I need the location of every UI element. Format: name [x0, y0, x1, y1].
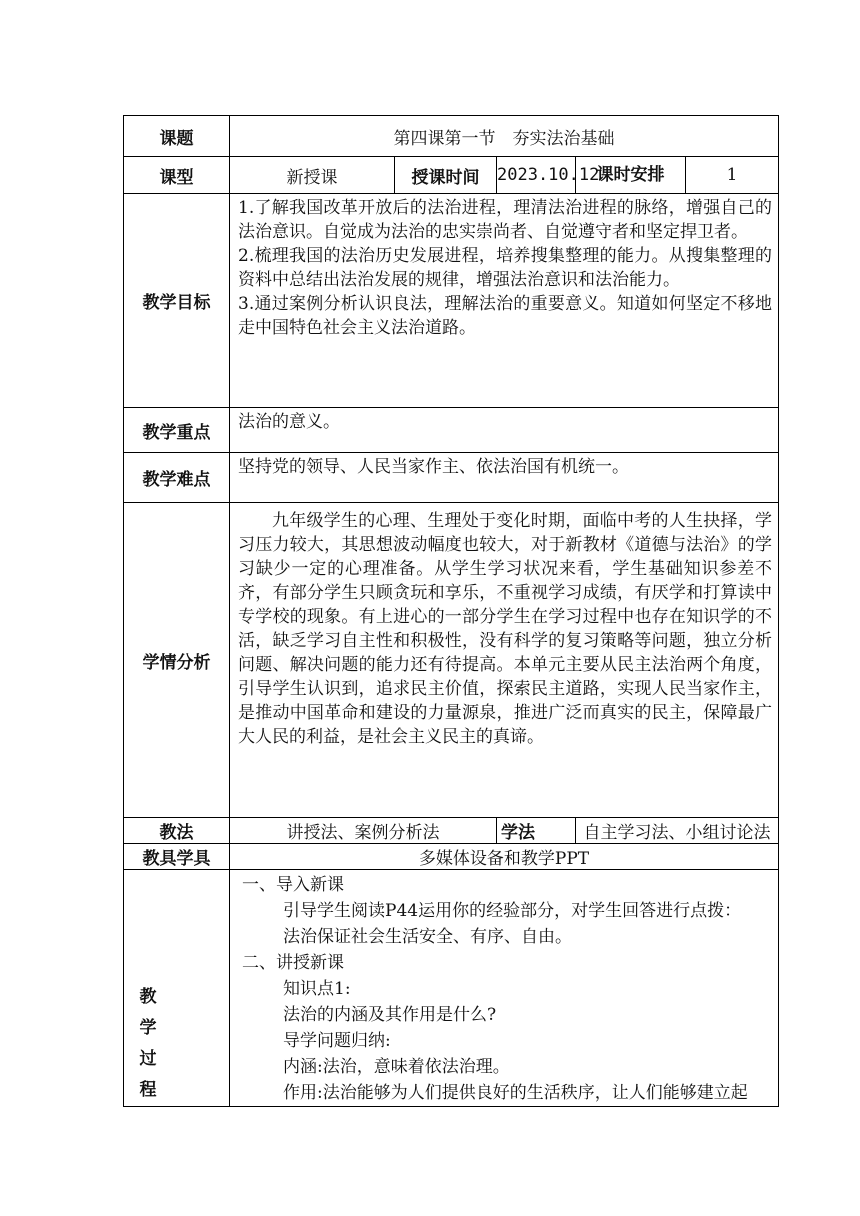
tools-row [124, 844, 779, 870]
process-line: 法治保证社会生活安全、有序、自由。 [283, 927, 572, 947]
key-point-label: 教学重点 [124, 408, 230, 453]
analysis-text: 九年级学生的心理、生理处于变化时期，面临中考的人生抉择，学习压力较大，其思想波动幅度也较大，对于新教材《道德与法治》的学习缺少一定的心理准备。从学生学习状况来看，学生基础知识参差不齐，有部分学生只顾贪玩和享乐，不重视学习成绩，有厌学和打算读中专学校的现象。有上进心的一部分学生在学习过程中也存在知识学的不活，缺乏学习自主性和积极性，没有科学的复习策略等问题，独立分析问题、解决问题的能力还有待提高。本单元主要从民主法治两个角度，引导学生认识到，追求民主价值，探索民主道路，实现人民当家作主，是推动中国革命和建设的力量源泉，推进广泛而真实的民主，保障最广大人民的利益，是社会主义民主的真谛。 [238, 511, 772, 747]
difficulty-value: 坚持党的领导、人民当家作主、依法治国有机统一。 [230, 453, 779, 503]
process-section-heading: 一、导入新课 [242, 875, 344, 895]
tools-label: 教具学具 [124, 844, 230, 870]
lesson-plan-table [123, 115, 779, 1107]
teaching-time-value: 2023.10.12 [497, 157, 576, 194]
process-line: 作用:法治能够为人们提供良好的生活秩序，让人们能够建立起 [283, 1083, 748, 1103]
type-row [124, 157, 779, 194]
period-value: 1 [686, 157, 779, 194]
process-line: 内涵:法治，意味着依法治理。 [283, 1057, 510, 1077]
process-label-chars [124, 982, 172, 1106]
process-row [124, 870, 779, 1107]
teaching-method-value: 讲授法、案例分析法 [230, 818, 497, 844]
analysis-cell [230, 503, 779, 818]
tools-value: 多媒体设备和教学PPT [230, 844, 779, 870]
process-line: 引导学生阅读P44运用你的经验部分，对学生回答进行点拨： [283, 901, 742, 921]
process-line: 知识点1: [283, 979, 351, 999]
difficulty-row [124, 453, 779, 503]
key-point-value: 法治的意义。 [230, 408, 779, 453]
process-label-char: 过 [139, 1049, 157, 1069]
lesson-type-label: 课型 [124, 157, 230, 194]
analysis-row [124, 503, 779, 818]
learning-method-label: 学法 [497, 818, 576, 844]
lesson-type-value: 新授课 [230, 157, 395, 194]
topic-label: 课题 [124, 116, 230, 157]
goals-content [230, 194, 779, 408]
process-label-char: 教 [139, 987, 157, 1007]
goal-item-3: 3.通过案例分析认识良法，理解法治的重要意义。知道如何坚定不移地走中国特色社会主义法治道路。 [238, 294, 772, 338]
process-label [124, 870, 230, 1107]
key-point-row [124, 408, 779, 453]
process-line: 法治的内涵及其作用是什么? [283, 1005, 497, 1025]
learning-method-value: 自主学习法、小组讨论法 [576, 818, 779, 844]
difficulty-label: 教学难点 [124, 453, 230, 503]
methods-row [124, 818, 779, 844]
process-label-char: 程 [139, 1080, 157, 1100]
teaching-method-label: 教法 [124, 818, 230, 844]
topic-value: 第四课第一节 夯实法治基础 [230, 116, 779, 157]
topic-row [124, 116, 779, 157]
process-section-heading: 二、讲授新课 [242, 953, 344, 973]
teaching-time-label: 授课时间 [395, 157, 497, 194]
process-label-char: 学 [139, 1018, 157, 1038]
process-line: 导学问题归纳: [283, 1031, 391, 1051]
goal-item-2: 2.梳理我国的法治历史发展进程，培养搜集整理的能力。从搜集整理的资料中总结出法治发展的规律，增强法治意识和法治能力。 [238, 246, 772, 290]
analysis-label: 学情分析 [124, 503, 230, 818]
goals-label: 教学目标 [124, 194, 230, 408]
goal-item-1: 1.了解我国改革开放后的法治进程，理清法治进程的脉络，增强自己的法治意识。自觉成为法治的忠实崇尚者、自觉遵守者和坚定捍卫者。 [238, 198, 772, 242]
period-label: 课时安排 [576, 157, 686, 194]
process-content [230, 870, 779, 1107]
goals-row [124, 194, 779, 408]
